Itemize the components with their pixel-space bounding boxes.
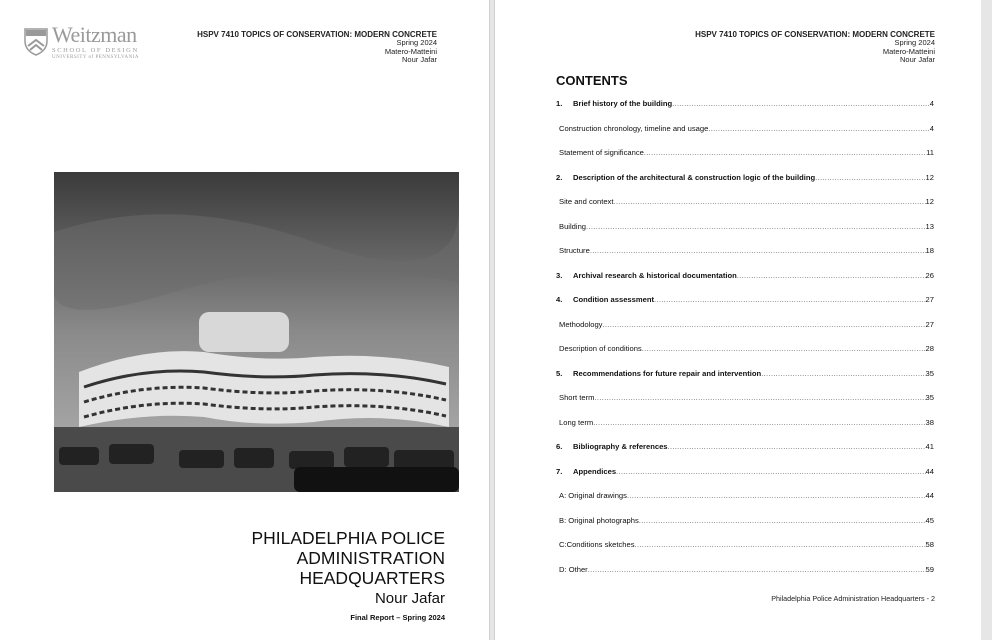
toc-leader-dots <box>672 99 930 108</box>
toc-label: Long term <box>559 417 594 427</box>
toc-page-number: 28 <box>925 344 934 353</box>
toc-leader-dots <box>668 442 926 451</box>
table-of-contents <box>556 99 934 589</box>
toc-leader-dots <box>586 222 926 231</box>
toc-page-number: 41 <box>925 442 934 451</box>
cover-subtitle: Final Report – Spring 2024 <box>350 613 445 622</box>
toc-page-number: 38 <box>925 417 934 427</box>
toc-page-number: 58 <box>925 540 934 549</box>
toc-label: Condition assessment <box>573 295 655 304</box>
toc-page-number: 44 <box>925 466 934 476</box>
toc-page-number: 45 <box>925 515 934 525</box>
toc-leader-dots <box>708 124 929 133</box>
logo-name: Weitzman <box>52 22 137 47</box>
toc-leader-dots <box>602 320 925 329</box>
toc-entry[interactable] <box>556 173 934 198</box>
toc-leader-dots <box>815 173 925 182</box>
toc-page-number: 12 <box>925 172 934 182</box>
toc-number: 1. <box>556 99 563 108</box>
toc-page-number: 11 <box>926 148 934 157</box>
toc-number: 6. <box>556 442 563 451</box>
toc-leader-dots <box>737 271 926 280</box>
page-header <box>695 30 935 65</box>
toc-entry[interactable] <box>556 418 934 443</box>
toc-label: Description of conditions <box>559 344 642 353</box>
toc-page-number: 18 <box>925 246 934 255</box>
building-photo <box>54 172 459 492</box>
toc-entry[interactable] <box>556 99 934 124</box>
toc-leader-dots <box>639 516 926 525</box>
toc-label: Recommendations for future repair and intervention <box>573 368 762 378</box>
toc-label: Statement of significance <box>559 148 644 157</box>
course-title: HSPV 7410 TOPICS OF CONSERVATION: MODERN CONCRETE <box>197 30 437 39</box>
toc-label: Short term <box>559 393 595 402</box>
toc-label: Appendices <box>573 466 617 476</box>
toc-page-number: 44 <box>925 491 934 500</box>
toc-page-number: 4 <box>929 99 934 108</box>
toc-entry[interactable] <box>556 516 934 541</box>
course-title: HSPV 7410 TOPICS OF CONSERVATION: MODERN CONCRETE <box>695 30 935 39</box>
toc-page-number: 26 <box>925 270 934 280</box>
toc-page-number: 35 <box>925 368 934 378</box>
page-footer: Philadelphia Police Administration Headquarters - 2 <box>771 594 935 603</box>
author: Nour Jafar <box>401 55 437 64</box>
toc-page-number: 4 <box>929 123 934 133</box>
toc-leader-dots <box>654 295 926 304</box>
logo-university: UNIVERSITY of PENNSYLVANIA <box>52 55 139 60</box>
title-line: PHILADELPHIA POLICE <box>251 528 445 548</box>
toc-label: A: Original drawings <box>559 491 627 500</box>
toc-entry[interactable] <box>556 344 934 369</box>
toc-label: Description of the architectural & construction logic of the building <box>573 172 816 182</box>
penn-shield-icon <box>24 28 48 56</box>
toc-leader-dots <box>594 393 925 402</box>
toc-leader-dots <box>761 369 925 378</box>
instructors: Matero-Matteini <box>882 46 935 56</box>
toc-entry[interactable] <box>556 540 934 565</box>
toc-entry[interactable] <box>556 442 934 467</box>
toc-entry[interactable] <box>556 467 934 492</box>
toc-entry[interactable] <box>556 369 934 394</box>
toc-label: Bibliography & references <box>573 442 668 451</box>
toc-page-number: 59 <box>925 564 934 574</box>
toc-entry[interactable] <box>556 565 934 590</box>
toc-entry[interactable] <box>556 320 934 345</box>
toc-page-number: 27 <box>925 295 934 304</box>
author: Nour Jafar <box>899 55 935 64</box>
toc-entry[interactable] <box>556 124 934 149</box>
report-title <box>251 528 445 588</box>
toc-leader-dots <box>588 565 926 574</box>
toc-page-number: 12 <box>925 197 934 206</box>
toc-label: Construction chronology, timeline and usage <box>559 123 709 133</box>
toc-number: 7. <box>556 466 563 476</box>
toc-label: Site and context <box>559 197 614 206</box>
toc-label: Methodology <box>559 319 603 329</box>
toc-number: 5. <box>556 368 563 378</box>
title-line: ADMINISTRATION <box>296 548 445 568</box>
toc-entry[interactable] <box>556 197 934 222</box>
term: Spring 2024 <box>894 38 935 47</box>
toc-label: D: Other <box>559 564 588 574</box>
page-header <box>197 30 437 65</box>
toc-label: Archival research & historical documentation <box>573 270 737 280</box>
toc-label: Building <box>559 221 587 231</box>
cover-page <box>0 0 490 640</box>
toc-number: 3. <box>556 270 563 280</box>
toc-entry[interactable] <box>556 295 934 320</box>
toc-number: 4. <box>556 295 563 304</box>
toc-leader-dots <box>593 418 925 427</box>
toc-page-number: 27 <box>925 319 934 329</box>
toc-leader-dots <box>635 540 926 549</box>
toc-leader-dots <box>644 148 926 157</box>
toc-page-number: 35 <box>925 393 934 402</box>
logo-school: SCHOOL OF DESIGN <box>52 47 139 54</box>
toc-number: 2. <box>556 172 563 182</box>
toc-entry[interactable] <box>556 222 934 247</box>
toc-label: B: Original photographs <box>559 515 639 525</box>
toc-leader-dots <box>642 344 926 353</box>
toc-entry[interactable] <box>556 393 934 418</box>
toc-entry[interactable] <box>556 271 934 296</box>
toc-label: C:Conditions sketches <box>559 540 635 549</box>
toc-entry[interactable] <box>556 148 934 173</box>
toc-leader-dots <box>590 246 926 255</box>
toc-page-number: 13 <box>925 221 934 231</box>
toc-entry[interactable] <box>556 246 934 271</box>
title-line: HEADQUARTERS <box>299 568 445 588</box>
weitzman-logo <box>24 22 149 62</box>
instructors: Matero-Matteini <box>384 46 437 56</box>
toc-entry[interactable] <box>556 491 934 516</box>
cover-author: Nour Jafar <box>374 590 445 607</box>
contents-heading: CONTENTS <box>556 73 628 88</box>
contents-page <box>494 0 981 640</box>
term: Spring 2024 <box>396 38 437 47</box>
toc-leader-dots <box>613 197 925 206</box>
toc-label: Brief history of the building <box>573 99 673 108</box>
toc-leader-dots <box>627 491 926 500</box>
toc-label: Structure <box>559 246 590 255</box>
toc-leader-dots <box>616 467 926 476</box>
